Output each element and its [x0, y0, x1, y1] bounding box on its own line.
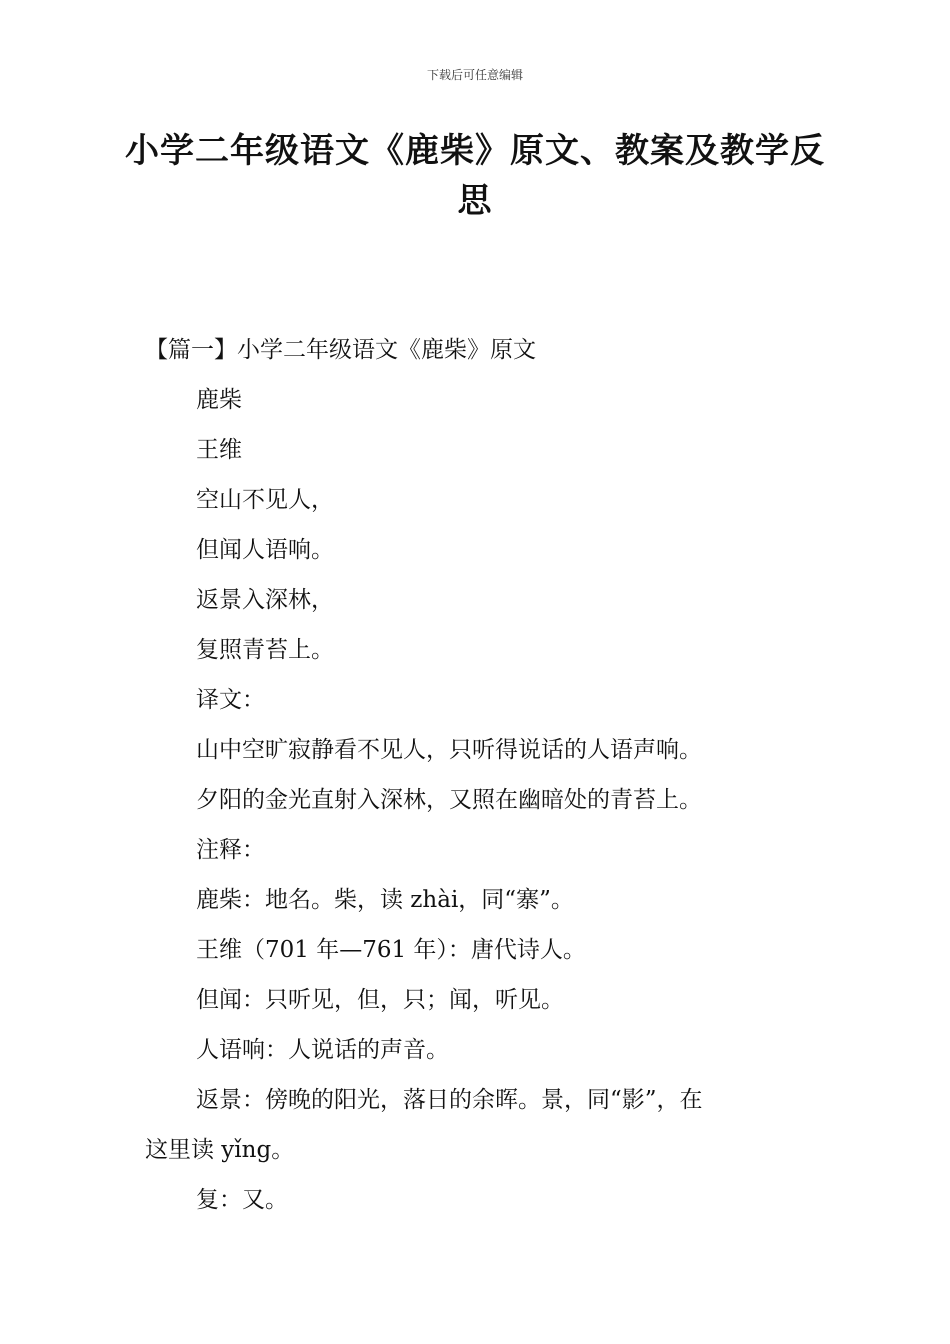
- note-line: 复：又。: [196, 1187, 288, 1213]
- poem-title: 鹿柴: [196, 387, 242, 413]
- poem-line-4: 复照青苔上。: [196, 637, 334, 663]
- poem-line-2: 但闻人语响。: [196, 537, 334, 563]
- note-line-continued: 这里读 yǐng。: [145, 1137, 295, 1163]
- header-note: 下载后可任意编辑: [426, 68, 523, 82]
- document-title: 小学二年级语文《鹿柴》原文、教案及教学反思: [125, 131, 825, 221]
- section-heading: 【篇一】小学二年级语文《鹿柴》原文: [145, 337, 536, 363]
- note-line: 鹿柴：地名。柴，读 zhài，同“寨”。: [196, 887, 574, 913]
- note-line: 返景：傍晚的阳光，落日的余晖。景，同“影”，在: [196, 1087, 703, 1113]
- translation-line-1: 山中空旷寂静看不见人，只听得说话的人语声响。: [196, 737, 702, 763]
- note-line: 但闻：只听见，但，只；闻，听见。: [196, 987, 564, 1013]
- poem-line-3: 返景入深林，: [196, 587, 334, 613]
- notes-heading: 注释：: [196, 837, 265, 863]
- poem-author: 王维: [196, 437, 242, 463]
- document-body: [145, 325, 815, 1225]
- translation-line-2: 夕阳的金光直射入深林，又照在幽暗处的青苔上。: [196, 787, 702, 813]
- note-line: 人语响：人说话的声音。: [196, 1037, 449, 1063]
- note-line: 王维（701 年—761 年）：唐代诗人。: [196, 937, 586, 963]
- poem-line-1: 空山不见人，: [196, 487, 334, 513]
- translation-heading: 译文：: [196, 687, 265, 713]
